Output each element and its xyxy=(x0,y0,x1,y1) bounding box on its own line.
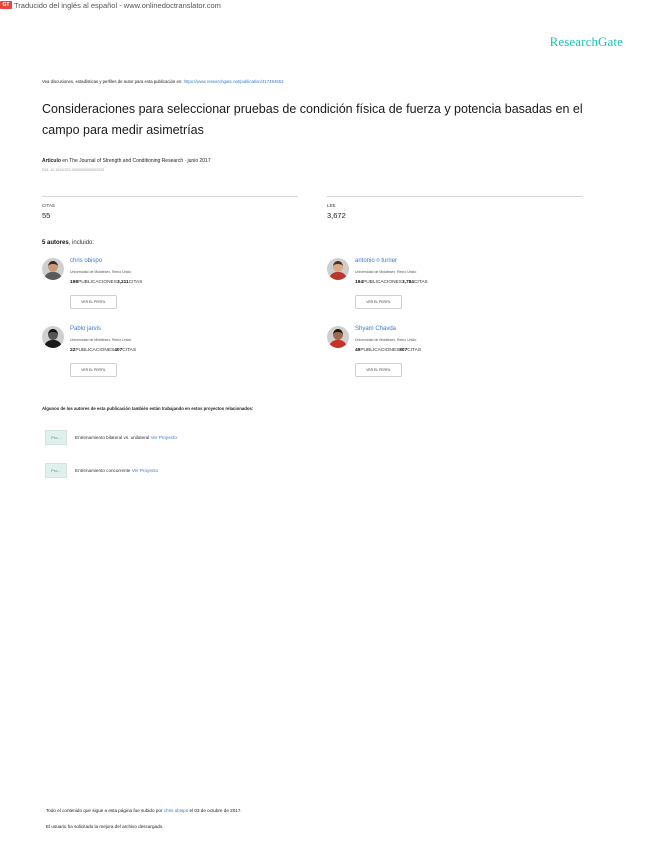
see-also-line xyxy=(42,79,284,84)
view-project-link[interactable]: Ver Proyecto xyxy=(131,468,159,473)
author-publications-label: PUBLICACIONES xyxy=(78,280,117,285)
project-text xyxy=(75,468,158,473)
see-also-text: Vea discusiones, estadísticas y perfiles de autor para esta publicación en: xyxy=(42,79,184,84)
avatar-head xyxy=(48,261,58,272)
article-meta xyxy=(42,158,211,164)
author-avatar[interactable] xyxy=(327,258,349,280)
reads-label: LEE xyxy=(327,203,336,208)
avatar-body xyxy=(44,340,62,348)
view-project-link[interactable]: Ver Proyecto xyxy=(150,435,177,440)
publication-title: Consideraciones para seleccionar pruebas de condición física de fuerza y potencia basadas en el campo para medir asimetrías xyxy=(42,102,583,137)
author-citations-label: CITAS xyxy=(407,348,422,353)
author-citations-count: 407 xyxy=(114,348,123,353)
author-avatar[interactable] xyxy=(42,258,64,280)
enhancement-note: El usuario ha solicitado la mejora del archivo descargado. xyxy=(46,824,164,829)
project-title: Entrenamiento bilateral vs. unilateral xyxy=(75,435,151,440)
doi-text: DOI: 10.1519/JSC.0000000000002023 xyxy=(42,168,105,172)
author-institution: Universidad de Middlesex, Reino Unido xyxy=(355,338,417,342)
author-avatar[interactable] xyxy=(42,326,64,348)
project-text xyxy=(75,435,177,440)
researchgate-logo[interactable]: ResearchGate xyxy=(549,34,623,49)
article-source: en The Journal of Strength and Conditioning Research · junio 2017 xyxy=(60,158,211,164)
author-institution: Universidad de Middlesex, Reino Unido xyxy=(70,338,132,342)
author-name-link[interactable]: Shyam Chavda xyxy=(355,326,397,332)
author-publications-count: 22 xyxy=(70,348,76,353)
author-publications-count: 198 xyxy=(70,280,79,285)
author-name-link[interactable]: chris obispo xyxy=(70,258,103,264)
avatar-body xyxy=(329,272,347,280)
author-publications-label: PUBLICACIONES xyxy=(360,348,400,353)
avatar-head xyxy=(333,261,343,272)
view-profile-button[interactable]: VER EL PERFIL xyxy=(355,363,402,377)
reads-value: 3,672 xyxy=(327,211,346,220)
author-citations-label: CITAS xyxy=(413,280,428,285)
project-thumbnail[interactable]: Pro... xyxy=(45,463,67,478)
translator-banner[interactable] xyxy=(0,0,221,10)
avatar-body xyxy=(329,340,347,348)
author-citations-label: CITAS xyxy=(128,280,143,285)
author-stats xyxy=(355,348,421,353)
avatar-head xyxy=(48,329,58,340)
author-publications-count: 194 xyxy=(355,280,364,285)
citations-value: 55 xyxy=(42,211,51,220)
divider-reads xyxy=(327,196,583,197)
author-avatar[interactable] xyxy=(327,326,349,348)
view-profile-button[interactable]: VER EL PERFIL xyxy=(70,295,117,309)
divider-citations xyxy=(42,196,298,197)
project-item xyxy=(45,430,177,445)
translator-banner-text[interactable]: Traducido del inglés al español - www.onlinedoctranslator.com xyxy=(14,0,221,10)
author-citations-count: 807 xyxy=(399,348,408,353)
project-title: Entrenamiento concurrente xyxy=(75,468,132,473)
upload-note-prefix: Todo el contenido que sigue a esta página fue subido por xyxy=(46,808,164,813)
view-profile-button[interactable]: VER EL PERFIL xyxy=(355,295,402,309)
author-citations-count: 3,784 xyxy=(401,280,414,285)
authors-heading xyxy=(42,240,94,246)
article-type-label: Artículo xyxy=(42,158,61,164)
author-institution: Universidad de Middlesex, Reino Unido xyxy=(355,270,417,274)
upload-note xyxy=(46,808,242,813)
author-stats xyxy=(355,280,428,285)
author-publications-label: PUBLICACIONES xyxy=(75,348,115,353)
project-thumbnail[interactable]: Pro... xyxy=(45,430,67,445)
project-item xyxy=(45,463,158,478)
author-citations-label: CITAS xyxy=(122,348,137,353)
avatar-body xyxy=(44,272,62,280)
citations-label: CITAS xyxy=(42,203,55,208)
authors-suffix: , incluido: xyxy=(68,240,95,246)
author-institution: Universidad de Middlesex, Reino Unido xyxy=(70,270,132,274)
author-citations-count: 3,211 xyxy=(116,280,129,285)
author-name-link[interactable]: antonio n turner xyxy=(355,258,398,264)
author-name-link[interactable]: Pablo jarvis xyxy=(70,326,102,332)
authors-count: 5 autores xyxy=(42,240,69,246)
publication-url-link[interactable]: https://www.researchgate.net/publication/317494553 xyxy=(183,79,284,84)
translator-logo-icon: GT xyxy=(0,1,12,9)
author-publications-label: PUBLICACIONES xyxy=(363,280,402,285)
author-stats xyxy=(70,280,142,285)
author-stats xyxy=(70,348,136,353)
avatar-head xyxy=(333,329,343,340)
author-publications-count: 49 xyxy=(355,348,361,353)
uploader-link[interactable]: chris obispo xyxy=(163,808,189,813)
upload-note-suffix: el 03 de octubre de 2017. xyxy=(188,808,242,813)
projects-heading: Algunos de los autores de esta publicación también están trabajando en estos proyectos relacionados: xyxy=(42,406,254,411)
view-profile-button[interactable]: VER EL PERFIL xyxy=(70,363,117,377)
